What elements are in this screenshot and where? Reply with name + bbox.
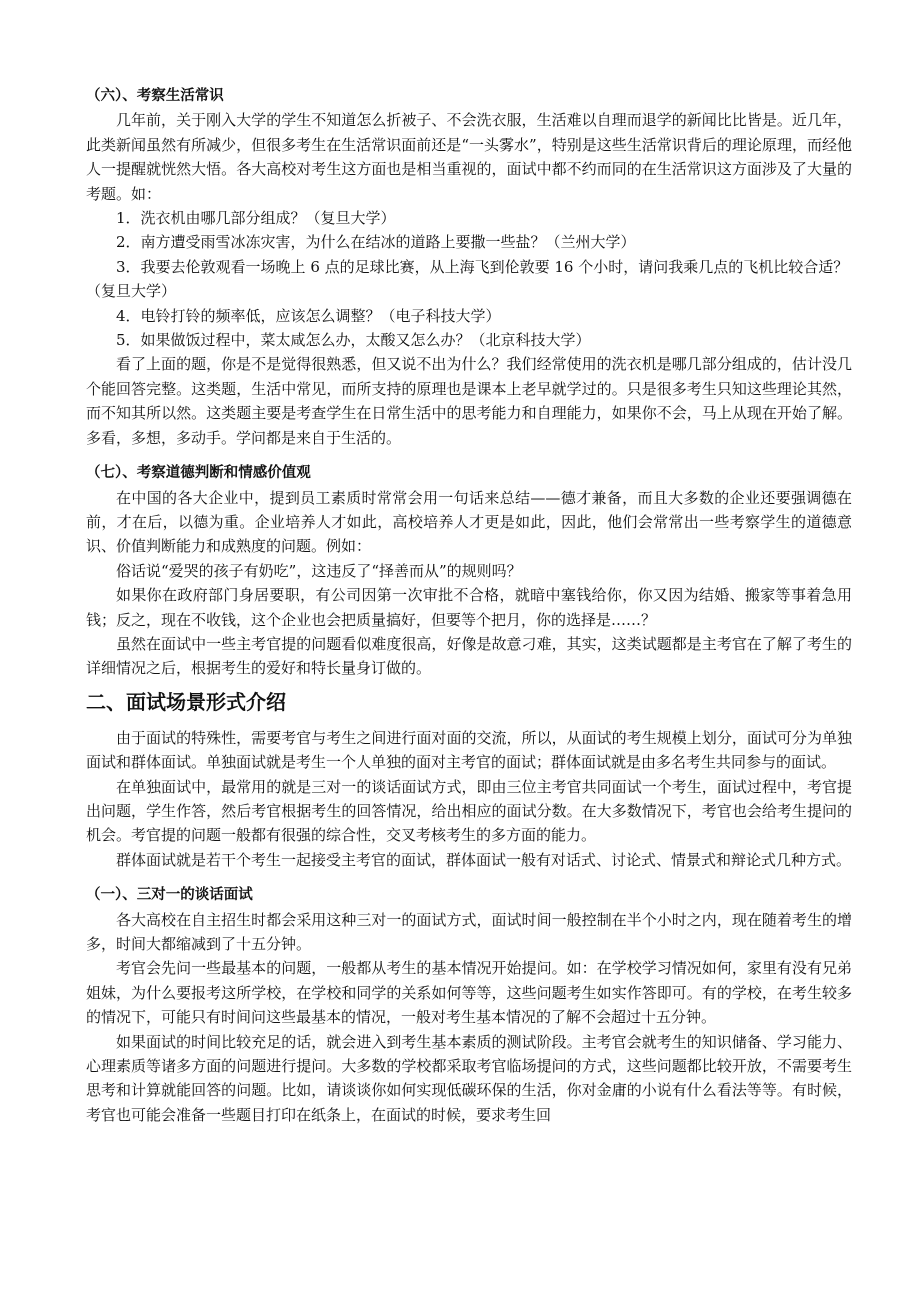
paragraph: 考官会先问一些最基本的问题，一般都从考生的基本情况开始提问。如：在学校学习情况如何，家里有没有兄弟姐妹，为什么要报考这所学校，在学校和同学的关系如何等等，这些问题考生如实作答即可。有的学校，在考生较多的情况下，可能只有时间问这些最基本的情况，一般对考生基本情况的了解不会超过十五分钟。 bbox=[86, 959, 852, 1027]
paragraph: 俗话说“爱哭的孩子有奶吃”，这违反了“择善而从”的规则吗？ bbox=[116, 561, 522, 580]
document-page bbox=[86, 84, 852, 1127]
list-item: 1．洗衣机由哪几部分组成？（复旦大学） bbox=[116, 209, 396, 228]
paragraph: 各大高校在自主招生时都会采用这种三对一的面试方式，面试时间一般控制在半个小时之内，现在随着考生的增多，时间大都缩减到了十五分钟。 bbox=[86, 910, 852, 953]
list-item: 2．南方遭受雨雪冰冻灾害，为什么在结冰的道路上要撒一些盐？（兰州大学） bbox=[116, 233, 636, 252]
paragraph: 虽然在面试中一些主考官提的问题看似难度很高，好像是故意刁难，其实，这类试题都是主考官在了解了考生的详细情况之后，根据考生的爱好和特长量身订做的。 bbox=[86, 634, 852, 678]
paragraph: 几年前，关于刚入大学的学生不知道怎么折被子、不会洗衣服，生活难以自理而退学的新闻比比皆是。近几年，此类新闻虽然有所减少，但很多考生在生活常识面前还是“一头雾水”，特别是这些生活常识背后的理论原理，而经他人一提醒就恍然大悟。各大高校对考生这方面也是相当重视的，面试中都不约而同的在生活常识这方面涉及了大量的考题。如： bbox=[86, 111, 852, 203]
list-item: 3．我要去伦敦观看一场晚上 6 点的足球比赛，从上海飞到伦敦要 16 个小时，请问我乘几点的飞机比较合适？（复旦大学） bbox=[86, 257, 849, 301]
section-heading: （七）、考察道德判断和情感价值观 bbox=[86, 465, 311, 482]
section-heading: （一）、三对一的谈话面试 bbox=[86, 887, 253, 904]
paragraph: 看了上面的题，你是不是觉得很熟悉，但又说不出为什么？我们经常使用的洗衣机是哪几部分组成的，估计没几个能回答完整。这类题，生活中常见，而所支持的原理也是课本上老早就学过的。只是很多考生只知这些理论其然，而不知其所以然。这类题主要是考查学生在日常生活中的思考能力和自理能力，如果你不会，马上从现在开始了解。多看，多想，多动手。学问都是来自于生活的。 bbox=[86, 355, 852, 447]
list-item: 5．如果做饭过程中，菜太咸怎么办，太酸又怎么办？（北京科技大学） bbox=[116, 331, 591, 350]
paragraph: 群体面试就是若干个考生一起接受主考官的面试，群体面试一般有对话式、讨论式、情景式和辩论式几种方式。 bbox=[116, 850, 852, 869]
chapter-heading: 二、面试场景形式介绍 bbox=[86, 689, 286, 714]
list-item: 4．电铃打铃的频率低，应该怎么调整？（电子科技大学） bbox=[116, 306, 501, 325]
paragraph: 如果面试的时间比较充足的话，就会进入到考生基本素质的测试阶段。主考官会就考生的知识储备、学习能力、心理素质等诸多方面的问题进行提问。大多数的学校都采取考官临场提问的方式，这些问题都比较开放，不需要考生思考和计算就能回答的问题。比如，请谈谈你如何实现低碳环保的生活，你对金庸的小说有什么看法等等。有时候，考官也可能会准备一些题目打印在纸条上，在面试的时候，要求考生回 bbox=[86, 1032, 852, 1124]
paragraph: 由于面试的特殊性，需要考官与考生之间进行面对面的交流，所以，从面试的考生规模上划分，面试可分为单独面试和群体面试。单独面试就是考生一个人单独的面对主考官的面试；群体面试就是由多名考生共同参与的面试。 bbox=[86, 728, 852, 772]
section-heading: （六）、考察生活常识 bbox=[86, 88, 224, 104]
paragraph: 在单独面试中，最常用的就是三对一的谈话面试方式，即由三位主考官共同面试一个考生，面试过程中，考官提出问题，学生作答，然后考官根据考生的回答情况，给出相应的面试分数。在大多数情况下，考官也会给考生提问的机会。考官提的问题一般都有很强的综合性，交叉考核考生的多方面的能力。 bbox=[86, 777, 852, 845]
paragraph: 如果你在政府部门身居要职，有公司因第一次审批不合格，就暗中塞钱给你，你又因为结婚、搬家等事着急用钱；反之，现在不收钱，这个企业也会把质量搞好，但要等个把月，你的选择是……？ bbox=[86, 586, 852, 629]
paragraph: 在中国的各大企业中，提到员工素质时常常会用一句话来总结——德才兼备，而且大多数的企业还要强调德在前，才在后，以德为重。企业培养人才如此，高校培养人才更是如此，因此，他们会常常出一些考察学生的道德意识、价值判断能力和成熟度的问题。例如： bbox=[86, 488, 852, 556]
